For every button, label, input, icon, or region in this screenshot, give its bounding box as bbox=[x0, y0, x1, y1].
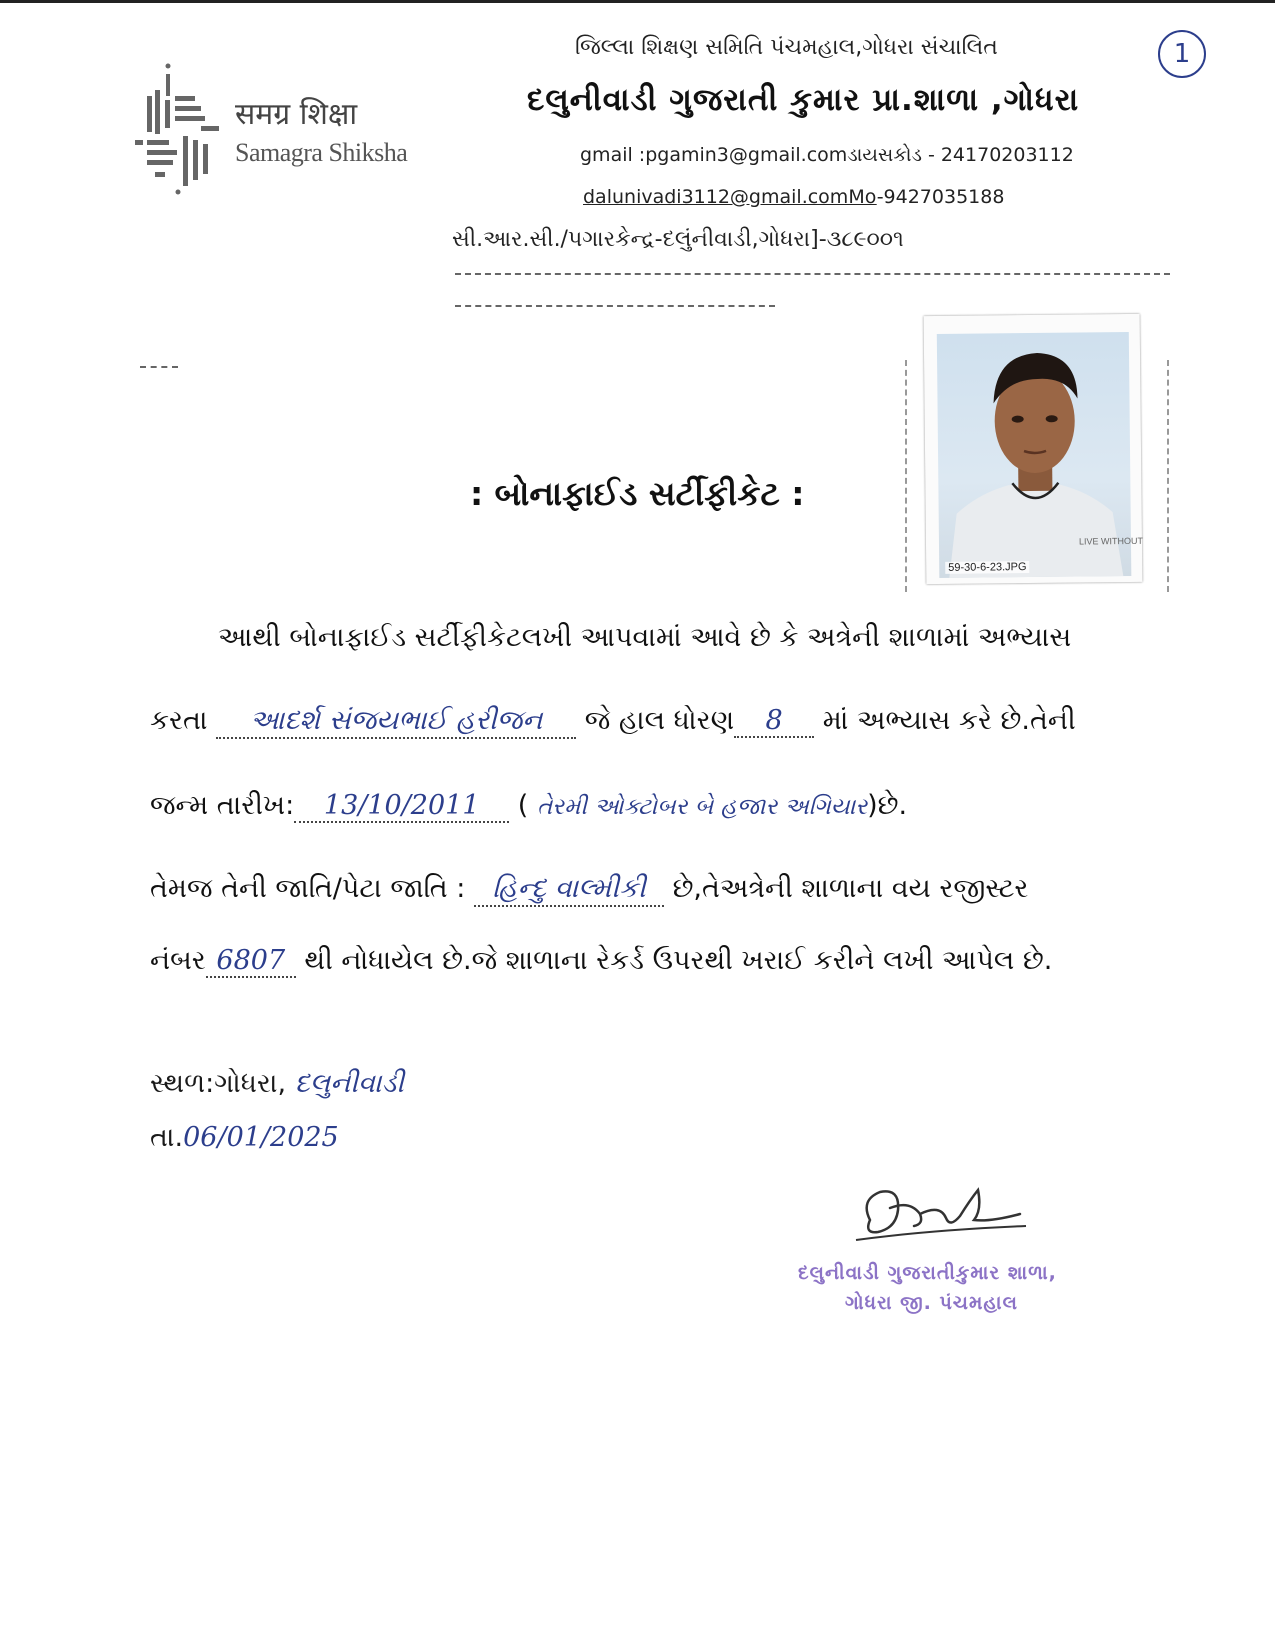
samagra-shiksha-logo bbox=[135, 60, 415, 210]
header-subtitle: જિલ્લા શિક્ષણ સમિતિ પંચમહાલ,ગોધરા સંચાલિત bbox=[575, 35, 998, 60]
certificate-line-4 bbox=[150, 873, 1028, 907]
top-border bbox=[0, 0, 1275, 3]
mobile-number: -9427035188 bbox=[876, 186, 1005, 208]
school-name: દલુનીવાડી ગુજરાતી કુમાર પ્રા.શાળા ,ગોધરા bbox=[527, 82, 1080, 118]
student-photo bbox=[924, 314, 1143, 584]
line2-middle: જે હાલ ધોરણ bbox=[584, 705, 735, 736]
margin-dash bbox=[140, 366, 178, 368]
standard-value: 8 bbox=[734, 705, 814, 738]
place-value: દલુનીવાડી bbox=[294, 1068, 404, 1099]
line4-prefix: તેમજ તેની જાતિ/પેટા જાતિ : bbox=[150, 873, 466, 904]
line5-suffix: થી નોધાયેલ છે.જે શાળાના રેકર્ડ ઉપરથી ખરાઈ કરીને લખી આપેલ છે. bbox=[304, 945, 1053, 976]
gmail-dise-line: gmail :pgamin3@gmail.comડાયસકોડ - 24170203112 bbox=[580, 144, 1074, 166]
date-of-birth: 13/10/2011 bbox=[294, 790, 509, 823]
student-name: આદર્શ સંજયભાઈ હરીજન bbox=[216, 705, 576, 739]
certificate-title: : બોનાફાઈડ સર્ટીફીકેટ : bbox=[470, 474, 805, 513]
page-number: 1 bbox=[1158, 30, 1206, 78]
certificate-line-1: આથી બોનાફાઈડ સર્ટીફીકેટલખી આપવામાં આવે છે કે અત્રેની શાળામાં અભ્યાસ bbox=[218, 622, 1072, 653]
certificate-line-3 bbox=[150, 790, 907, 823]
line3-prefix: જન્મ તારીખ: bbox=[150, 790, 295, 821]
logo-text-english: Samagra Shiksha bbox=[235, 138, 408, 167]
header-divider bbox=[455, 273, 1170, 275]
certificate-line-2 bbox=[150, 705, 1076, 739]
photo-image bbox=[937, 332, 1144, 578]
caste-value: હિન્દુ વાલ્મીકી bbox=[474, 873, 664, 907]
line3-suffix: )છે. bbox=[867, 790, 908, 821]
email-mobile-line bbox=[583, 186, 1004, 208]
line4-suffix: છે,તેઅત્રેની શાળાના વય રજીસ્ટર bbox=[672, 873, 1029, 904]
photo-caption: 59-30-6-23.JPG bbox=[945, 561, 1029, 574]
header-divider-short bbox=[455, 305, 775, 307]
certificate-line-5 bbox=[150, 945, 1052, 978]
line2-suffix: માં અભ્યાસ કરે છે.તેની bbox=[822, 705, 1076, 736]
student-portrait-icon bbox=[937, 332, 1144, 578]
email-address: dalunivadi3112@gmail.comMo bbox=[583, 186, 877, 208]
school-stamp-line-2: ગોધરા જી. પંચમહાલ bbox=[845, 1292, 1018, 1314]
logo-text-hindi: समग्र शिक्षा bbox=[235, 97, 358, 132]
place-line bbox=[150, 1068, 404, 1100]
signature-icon bbox=[850, 1180, 1030, 1250]
crc-address-line: સી.આર.સી./પગારકેન્દ્ર-દલુંનીવાડી,ગોધરા]-૩૮૯૦૦૧ bbox=[452, 227, 904, 252]
date-of-birth-words: તેરમી ઓક્ટોબર બે હજાર અગિયાર bbox=[536, 794, 868, 820]
date-label: તા. bbox=[150, 1122, 184, 1153]
line2-prefix: કરતા bbox=[150, 705, 208, 736]
date-line bbox=[150, 1122, 339, 1154]
logo-mark-icon bbox=[135, 60, 230, 200]
line5-prefix: નંબર bbox=[150, 945, 206, 976]
school-stamp-line-1: દલુનીવાડી ગુજરાતીકુમાર શાળા, bbox=[798, 1262, 1057, 1284]
register-number: 6807 bbox=[206, 945, 296, 978]
date-value: 06/01/2025 bbox=[183, 1122, 339, 1153]
shirt-text: LIVE WITHOUT bbox=[1078, 535, 1144, 547]
place-label: સ્થળ:ગોધરા, bbox=[150, 1068, 287, 1099]
line3-paren-open: ( bbox=[517, 790, 529, 821]
